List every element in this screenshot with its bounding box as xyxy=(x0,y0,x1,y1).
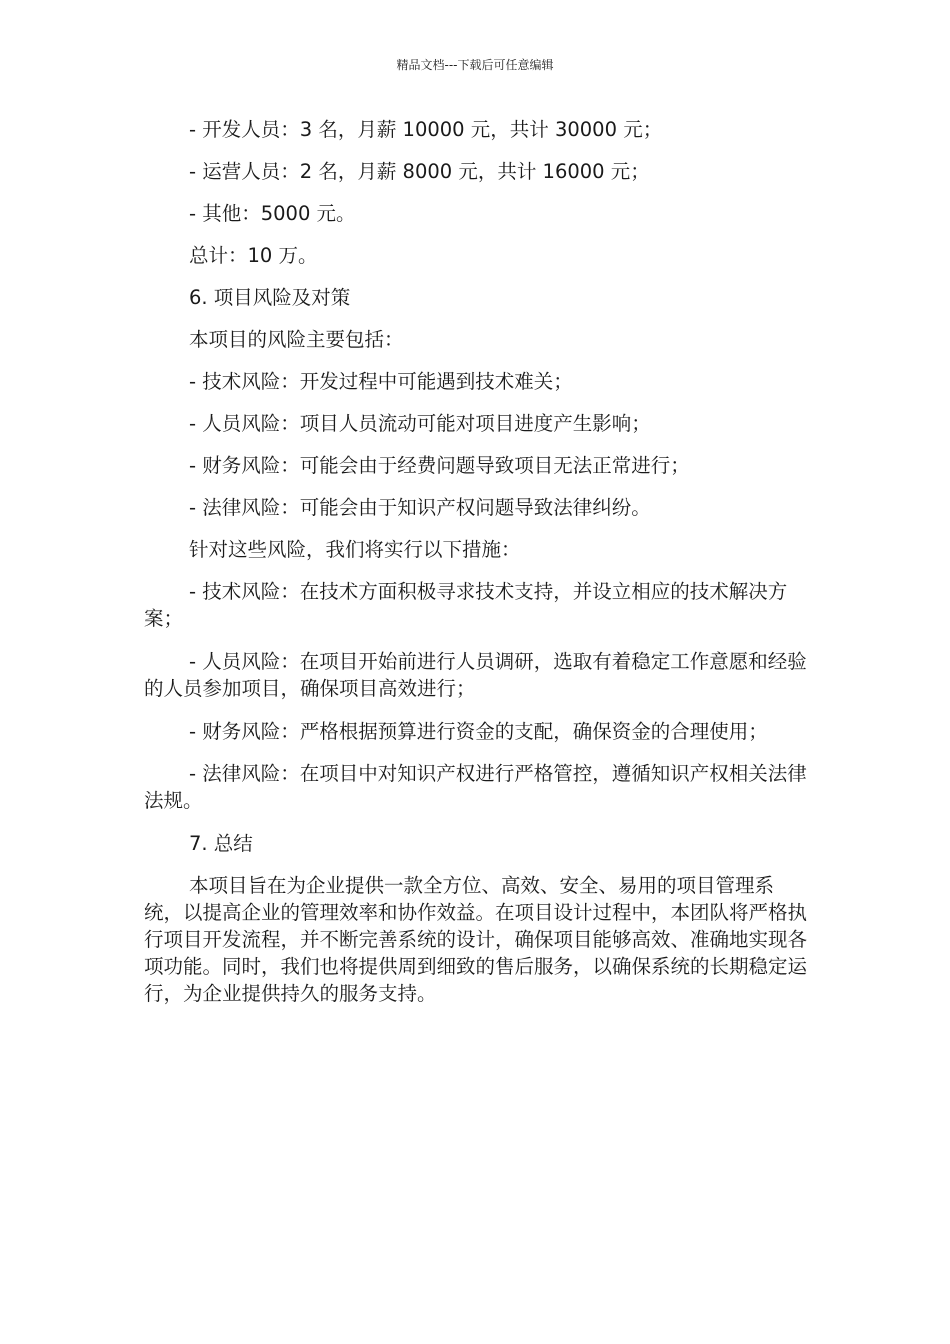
page-header: 精品文档---下载后可任意编辑 xyxy=(396,58,554,72)
document-body xyxy=(144,116,808,1023)
section-heading-summary: 7. 总结 xyxy=(189,832,253,855)
summary-paragraph: 本项目旨在为企业提供一款全方位、高效、安全、易用的项目管理系统，以提高企业的管理效率和协作效益。在项目设计过程中，本团队将严格执行项目开发流程，并不断完善系统的设计，确保项目能够高效、准确地实现各项功能。同时，我们也将提供周到细致的售后服务，以确保系统的长期稳定运行，为企业提供持久的服务支持。 xyxy=(144,874,808,1005)
section-heading-risks: 6. 项目风险及对策 xyxy=(189,286,351,309)
budget-item-developers: - 开发人员：3 名，月薪 10000 元，共计 30000 元； xyxy=(189,118,663,141)
budget-item-operators: - 运营人员：2 名，月薪 8000 元，共计 16000 元； xyxy=(189,160,650,183)
budget-item-other: - 其他：5000 元。 xyxy=(189,202,356,225)
measure-item-personnel: - 人员风险：在项目开始前进行人员调研，选取有着稳定工作意愿和经验的人员参加项目，确保项目高效进行； xyxy=(144,650,807,700)
risk-item-legal: - 法律风险：可能会由于知识产权问题导致法律纠纷。 xyxy=(189,496,651,519)
budget-total: 总计：10 万。 xyxy=(189,244,318,267)
risk-item-personnel: - 人员风险：项目人员流动可能对项目进度产生影响； xyxy=(189,412,651,435)
measure-item-technical: - 技术风险：在技术方面积极寻求技术支持，并设立相应的技术解决方案； xyxy=(144,580,788,630)
measure-item-financial: - 财务风险：严格根据预算进行资金的支配，确保资金的合理使用； xyxy=(189,720,768,743)
risk-item-technical: - 技术风险：开发过程中可能遇到技术难关； xyxy=(189,370,573,393)
risks-intro: 本项目的风险主要包括： xyxy=(189,328,404,351)
measure-item-legal: - 法律风险：在项目中对知识产权进行严格管控，遵循知识产权相关法律法规。 xyxy=(144,762,807,812)
measures-intro: 针对这些风险，我们将实行以下措施： xyxy=(189,538,521,561)
risk-item-financial: - 财务风险：可能会由于经费问题导致项目无法正常进行； xyxy=(189,454,690,477)
